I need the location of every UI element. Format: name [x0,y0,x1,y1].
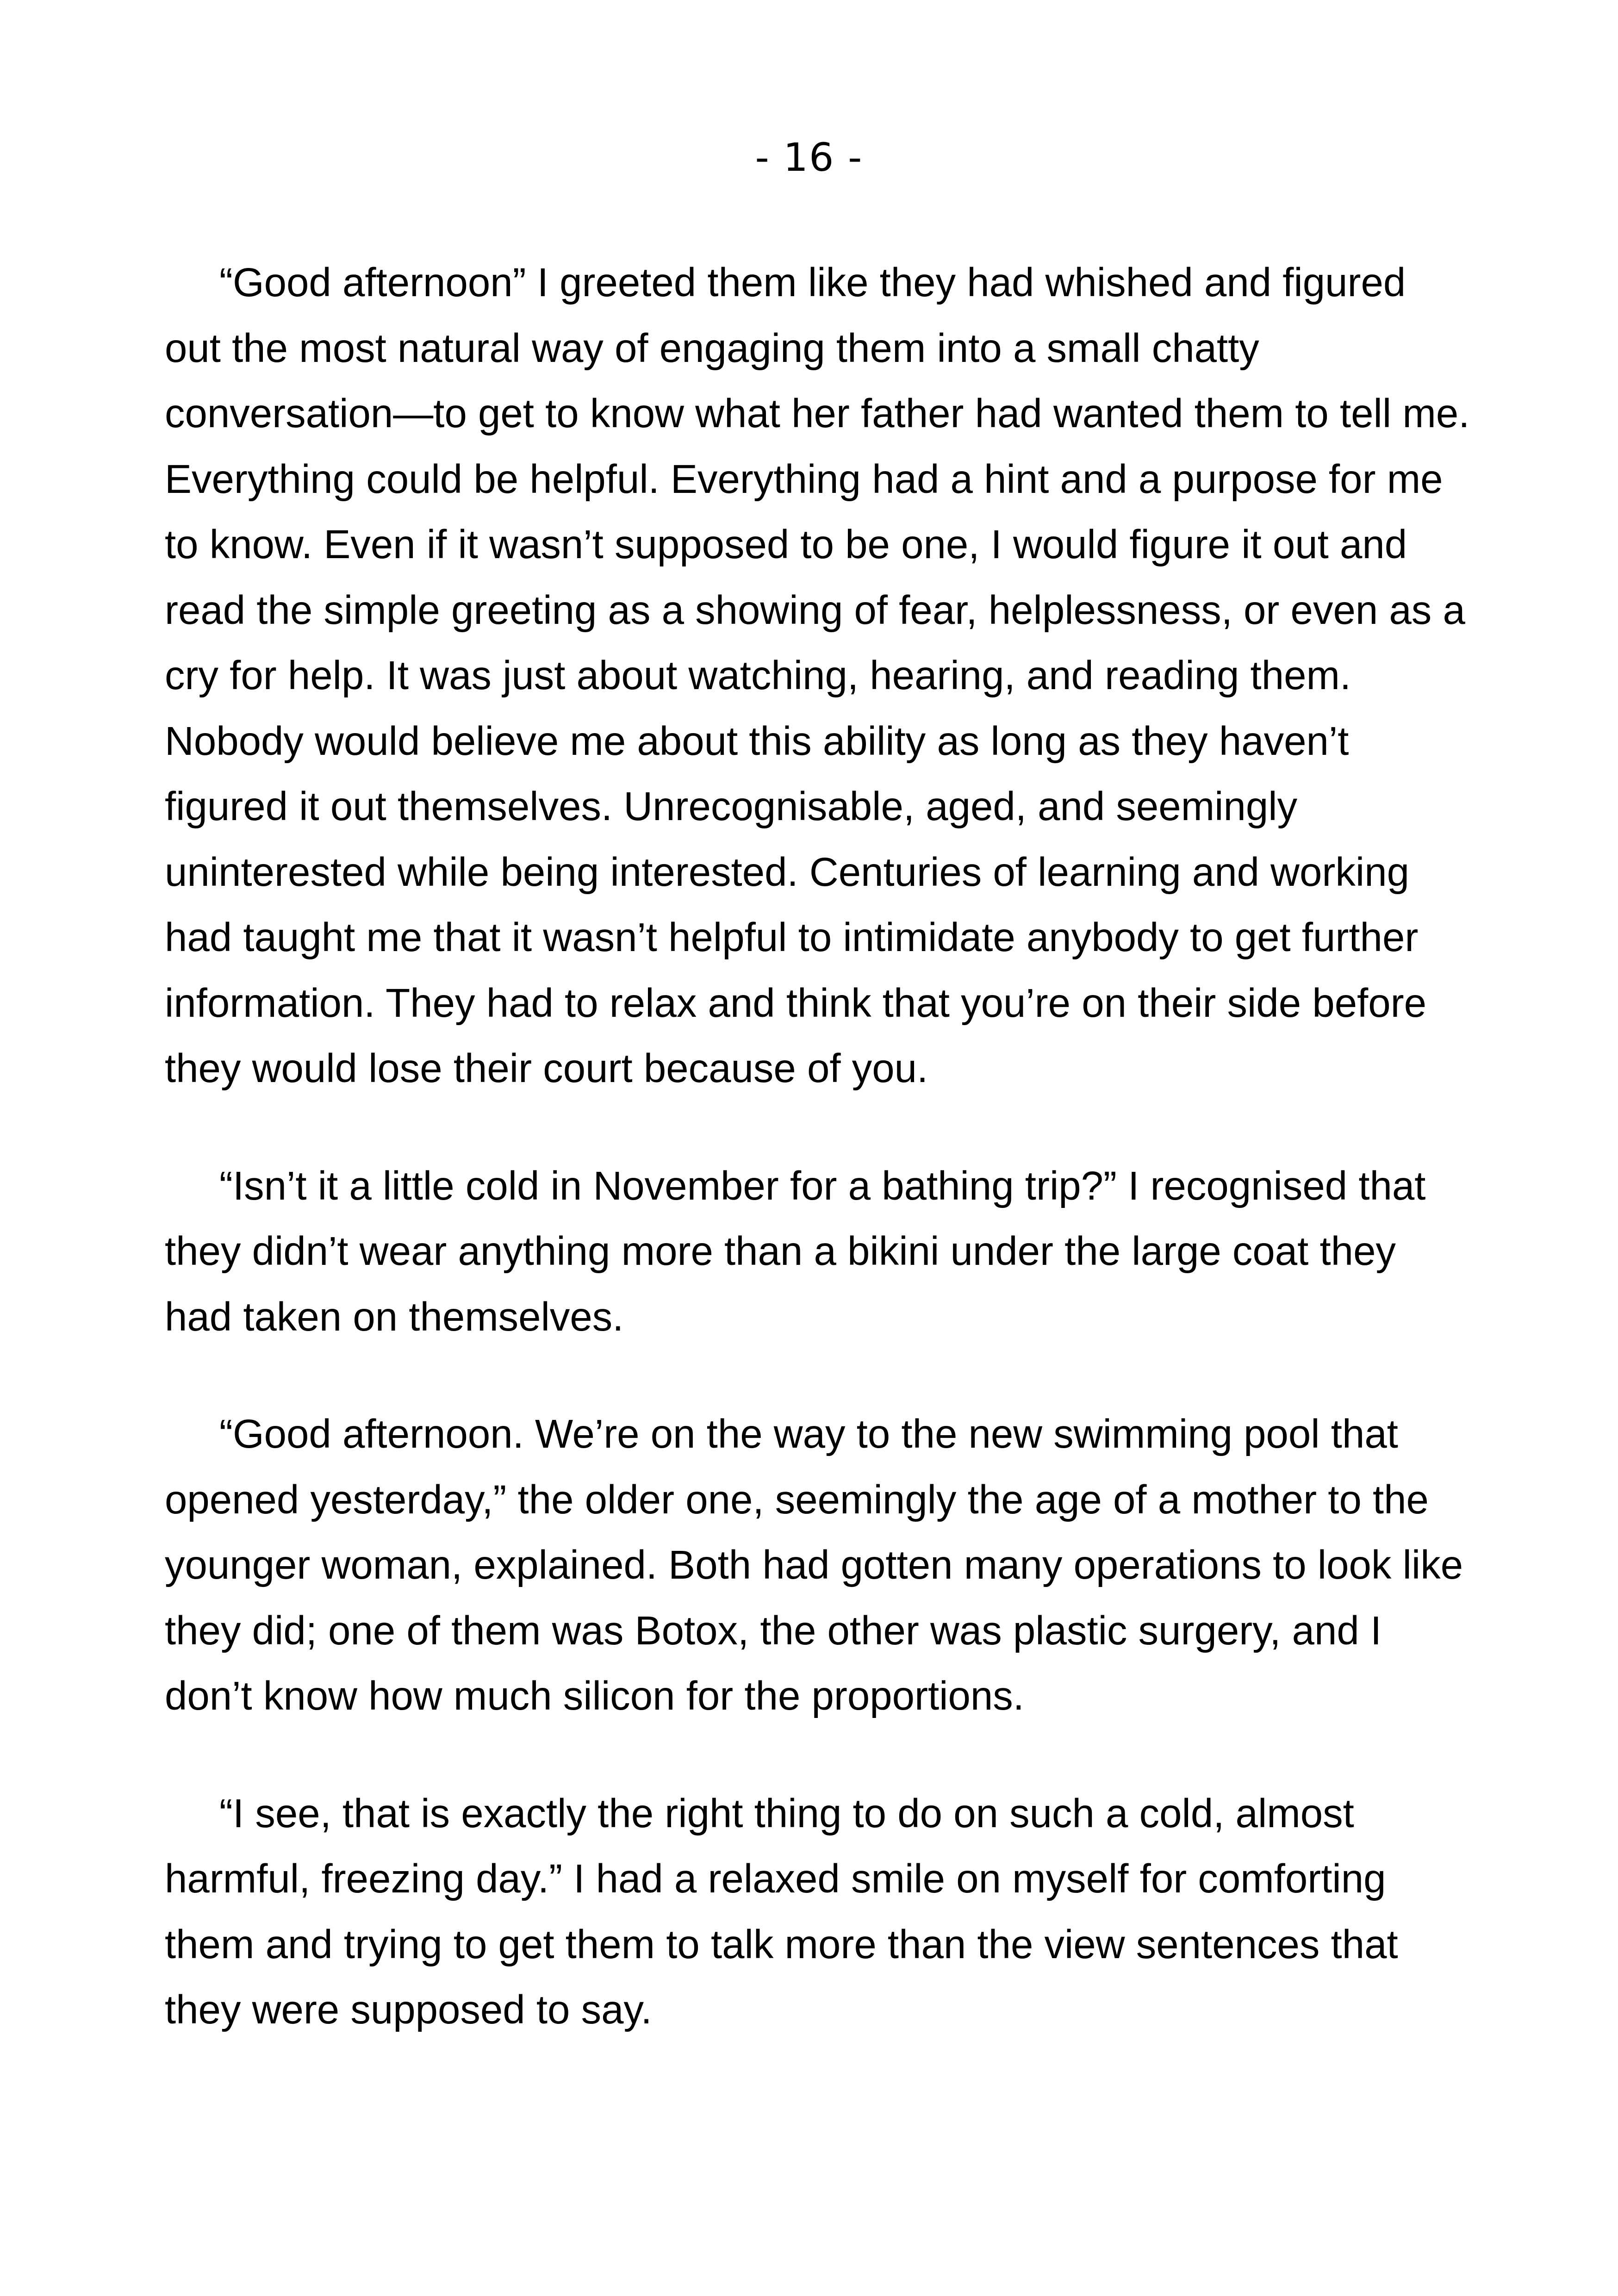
paragraph: “Isn’t it a little cold in November for a bathing trip?” I recognised that they didn’t wear anything more than a bikini under the large coat they had taken on themselves. [165,1163,1426,1339]
body-text [165,250,1470,2043]
paragraph: “I see, that is exactly the right thing to do on such a cold, almost harmful, freezing day.” I had a relaxed smile on myself for comforting them and trying to get them to talk more than the view sentences that they were supposed to say. [165,1791,1398,2032]
page-number: - 16 - [755,135,863,180]
paragraph: “Good afternoon” I greeted them like they had whished and figured out the most natural way of engaging them into a small chatty conversation—to get to know what her father had wanted them to tell me. Everything could be helpful. Everything had a hint and a purpose for me to know. Even if it wasn’t supposed to be one, I would figure it out and read the simple greeting as a showing of fear, helplessness, or even as a cry for help. It was just about watching, hearing, and reading them. Nobody would believe me about this ability as long as they haven’t figured it out themselves. Unrecognisable, aged, and seemingly uninterested while being interested. Centuries of learning and working had taught me that it wasn’t helpful to intimidate anybody to get further information. They had to relax and think that you’re on their side before they would lose their court because of you. [165,260,1470,1091]
paragraph: “Good afternoon. We’re on the way to the new swimming pool that opened yesterday,” the older one, seemingly the age of a mother to the younger woman, explained. Both had gotten many operations to look like they did; one of them was Botox, the other was plastic surgery, and I don’t know how much silicon for the proportions. [165,1412,1463,1718]
